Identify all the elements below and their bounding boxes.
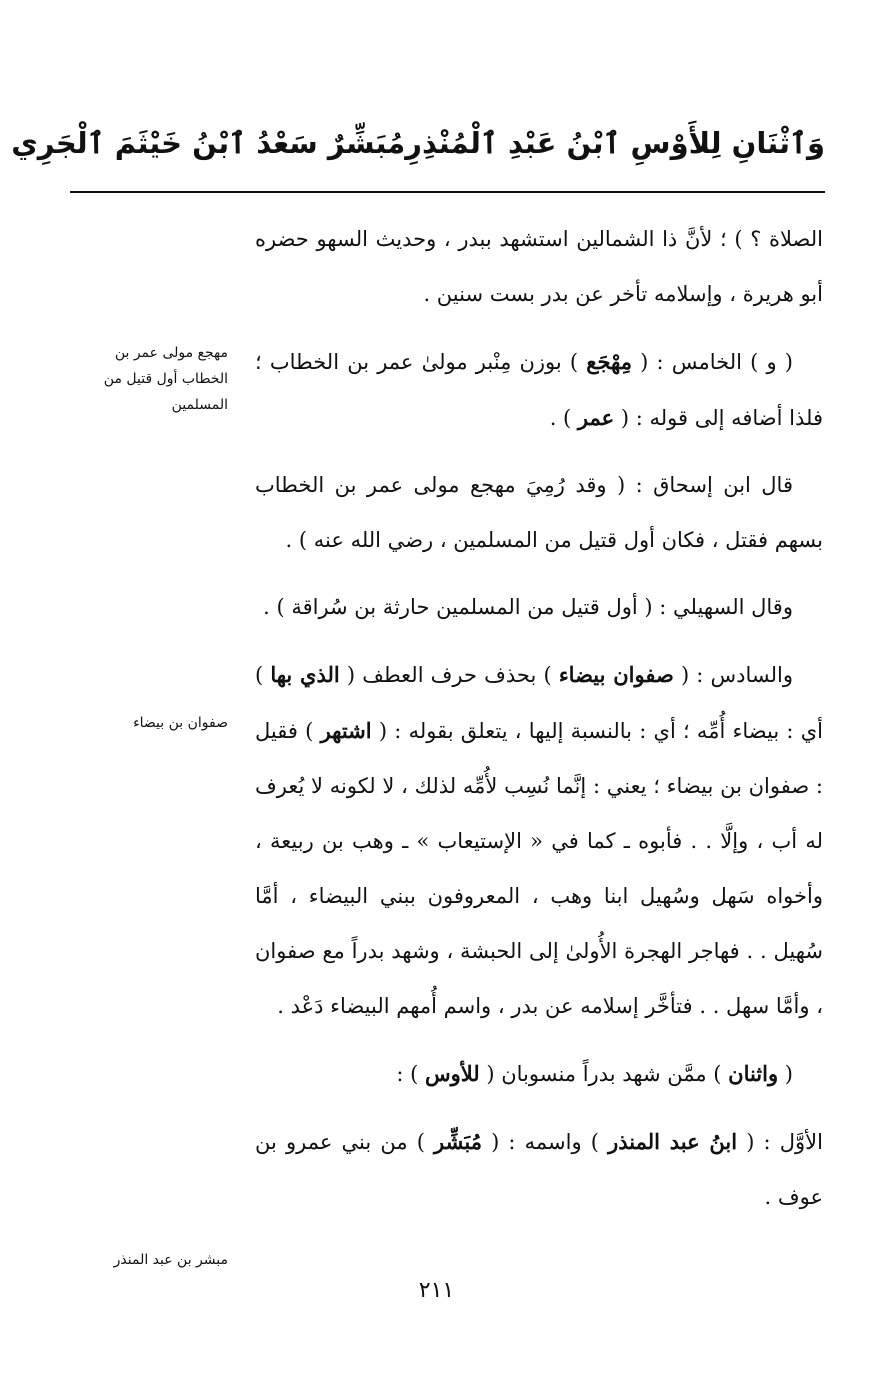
bold-term: مِهْجَع — [586, 349, 632, 374]
text-run: وقال السهيلي : ( أول قتيل من المسلمين حارثة بن سُراقة ) . — [263, 595, 793, 619]
margin-note-safwan: صفوان بن بيضاء — [133, 715, 228, 731]
text-run: ) بحذف حرف العطف ( — [339, 663, 559, 687]
text-run: ) بوزن مِنْبر مولىٰ عمر بن الخطاب ؛ فلذا أضافه إلى قوله : ( — [255, 350, 823, 430]
bold-term: ابنُ عبد المنذر — [608, 1129, 738, 1154]
paragraph — [255, 458, 823, 568]
text-run: ) أي : بيضاء أُمِّه ؛ أي : بالنسبة إليها ، يتعلق بقوله : ( — [255, 663, 823, 743]
text-run: الصلاة ؟ ) ؛ لأنَّ ذا الشمالين استشهد ببدر ، وحديث السهو حضره أبو هريرة ، وإسلامه تأخر عن بدر بست سنين . — [255, 227, 823, 306]
text-run: ) واسمه : ( — [481, 1130, 609, 1154]
text-run: ( و ) الخامس : ( — [631, 350, 793, 374]
text-run: ) : — [396, 1062, 425, 1086]
text-run: والسادس : ( — [673, 663, 793, 687]
paragraph — [255, 580, 823, 635]
commentary-body — [255, 212, 823, 1237]
bold-term: واثنان — [728, 1061, 779, 1086]
paragraph — [255, 1114, 823, 1225]
bold-term: عمر — [577, 405, 615, 430]
page-number: ٢١١ — [418, 1278, 455, 1303]
paragraph — [255, 647, 823, 1034]
header-verse-left: مُبَشِّرٌ سَعْدُ ٱبْنُ خَيْثَمَ ٱلْجَرِي — [11, 125, 406, 160]
header-verse-right: وَٱثْنَانِ لِلأَوْسِ ٱبْنُ عَبْدِ ٱلْمُنْذِرِ — [405, 125, 825, 160]
text-run: ( — [778, 1062, 793, 1086]
header-rule — [70, 191, 825, 193]
margin-note-mihja: مهجع مولى عمر بن الخطاب أول قتيل من المسلمين — [103, 345, 228, 413]
text-run: الأوَّل : ( — [737, 1130, 823, 1154]
paragraph — [255, 334, 823, 446]
text-run: ) ممَّن شهد بدراً منسوبان ( — [479, 1062, 729, 1086]
bold-term: صفوان بيضاء — [558, 662, 674, 687]
page-header — [11, 112, 825, 174]
margin-note-mubashshir: مبشر بن عبد المنذر — [113, 1252, 228, 1268]
paragraph — [255, 1046, 823, 1102]
text-run: ) . — [549, 406, 578, 430]
bold-term: اشتهر — [320, 718, 372, 743]
text-run: ) من بني عمرو بن عوف . — [255, 1130, 823, 1209]
text-run: ) فقيل : صفوان بن بيضاء ؛ يعني : إنَّما نُسِب لأُمِّه لذلك ، لا لكونه لا يُعرف له أب ، وإلَّا . . فأبوه ـ كما في « الإستيعاب » ـ وهب بن ربيعة ، وأخواه سَهل وسُهيل ابنا وهب ، المعروفون ببني البيضاء ، أمَّا سُهيل . . فهاجر الهجرة الأُولىٰ إلى الحبشة ، وشهد بدراً مع صفوان ، وأمَّا سهل . . فتأخَّر إسلامه عن بدر ، واسم أُمهم البيضاء دَعْد . — [255, 719, 823, 1018]
bold-term: للأوس — [424, 1061, 480, 1086]
bold-term: الذي بها — [270, 662, 340, 687]
paragraph — [255, 212, 823, 322]
text-run: قال ابن إسحاق : ( وقد رُمِيَ مهجع مولى عمر بن الخطاب بسهم فقتل ، فكان أول قتيل من المسلمين ، رضي الله عنه ) . — [255, 473, 823, 552]
bold-term: مُبَشِّر — [434, 1129, 482, 1154]
